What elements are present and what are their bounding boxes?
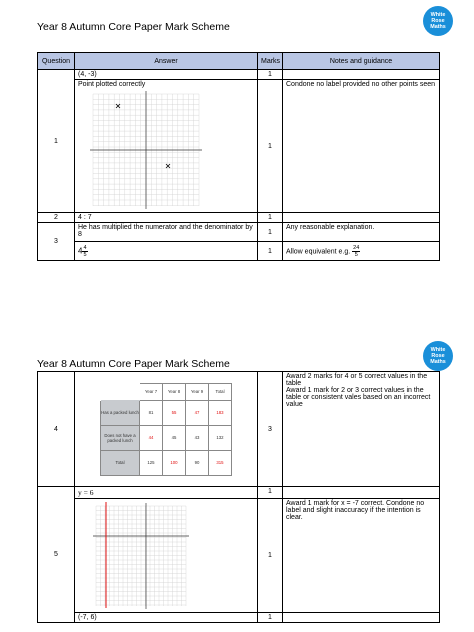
inner-cell: 45 [163,425,186,450]
inner-header: Year 7 [140,383,163,400]
answer-cell [75,80,258,213]
inner-corner [101,383,140,400]
table-row [38,70,440,80]
notes-text: Allow equivalent e.g. [286,247,351,255]
denominator: 5 [83,251,87,258]
marks-cell: 1 [258,613,283,623]
col-notes: Notes and guidance [283,53,440,70]
question-number: 1 [38,70,75,213]
two-way-table [100,383,232,476]
marks-cell: 1 [258,80,283,213]
inner-row-label: Does not have a packed lunch [101,425,140,450]
table-row [38,213,440,223]
inner-row [101,425,232,450]
inner-cell-answer: 315 [209,450,232,475]
answer-text: Point plotted correctly [78,81,146,88]
inner-cell-answer: 100 [163,450,186,475]
inner-cell-answer: 44 [140,425,163,450]
answer-cell [75,242,258,261]
answer-cell [75,372,258,487]
table-row [38,242,440,261]
logo-line-2: Rose [431,18,445,24]
logo-line-1: White [430,12,446,18]
inner-header: Total [209,383,232,400]
col-answer: Answer [75,53,258,70]
inner-row [101,400,232,425]
logo-line-1: White [430,347,446,353]
table-row [38,223,440,242]
marks-cell: 1 [258,499,283,613]
question-number: 2 [38,213,75,223]
inner-header: Year 8 [163,383,186,400]
header-row [38,53,440,70]
fraction [82,245,87,258]
inner-cell: 125 [140,450,163,475]
logo-line-3: Maths [430,24,446,30]
marks-cell: 1 [258,487,283,499]
marks-cell: 1 [258,70,283,80]
notes-cell [283,613,440,623]
page-title: Year 8 Autumn Core Paper Mark Scheme [37,21,230,33]
notes-cell [283,487,440,499]
marks-cell: 1 [258,213,283,223]
answer-cell: 4 : 7 [75,213,258,223]
marks-cell: 1 [258,242,283,261]
numerator: 24 [353,244,360,251]
inner-cell-answer: 47 [186,400,209,425]
numerator: 4 [83,244,87,251]
white-rose-maths-logo [423,341,453,371]
answer-cell [75,499,258,613]
mark-scheme-table-1 [37,52,440,261]
col-question: Question [38,53,75,70]
inner-cell-answer: 55 [163,400,186,425]
col-marks: Marks [258,53,283,70]
mark-scheme-table-2 [37,371,440,623]
inner-cell: 132 [209,425,232,450]
notes-cell: Any reasonable explanation. [283,223,440,242]
table-row [38,487,440,499]
coordinate-grid [78,88,248,210]
table-row [38,499,440,613]
inner-header-row [101,383,232,400]
inner-cell: 43 [186,425,209,450]
logo-line-3: Maths [430,359,446,365]
table-row [38,80,440,213]
white-rose-maths-logo [423,6,453,36]
notes-cell [283,213,440,223]
table-row [38,613,440,623]
page-title: Year 8 Autumn Core Paper Mark Scheme [37,358,230,370]
answer-cell: y = 6 [75,487,258,499]
inner-cell-answer: 183 [209,400,232,425]
notes-cell: Award 2 marks for 4 or 5 correct values in the table Award 1 mark for 2 or 3 correct values in the table or consistent vales based on an incorrect value [283,372,440,487]
denominator: 5 [354,251,358,258]
table-row [38,372,440,487]
notes-cell: Award 1 mark for x = -7 correct. Condone no label and slight inaccuracy if the intention is clear. [283,499,440,613]
inner-cell: 81 [140,400,163,425]
inner-row-label: Has a packed lunch [101,400,140,425]
question-number: 4 [38,372,75,487]
inner-cell: 90 [186,450,209,475]
question-number: 5 [38,487,75,623]
answer-cell: (-7, 6) [75,613,258,623]
inner-header: Year 9 [186,383,209,400]
inner-row [101,450,232,475]
answer-cell: (4, -3) [75,70,258,80]
whole-number: 4 [78,245,83,255]
coordinate-grid [78,500,248,610]
inner-row-label: Total [101,450,140,475]
marks-cell: 1 [258,223,283,242]
question-number: 3 [38,223,75,261]
notes-cell [283,242,440,261]
logo-line-2: Rose [431,353,445,359]
notes-cell: Condone no label provided no other points seen [283,80,440,213]
answer-cell: He has multiplied the numerator and the denominator by 8 [75,223,258,242]
fraction [352,245,360,258]
notes-cell [283,70,440,80]
marks-cell: 3 [258,372,283,487]
